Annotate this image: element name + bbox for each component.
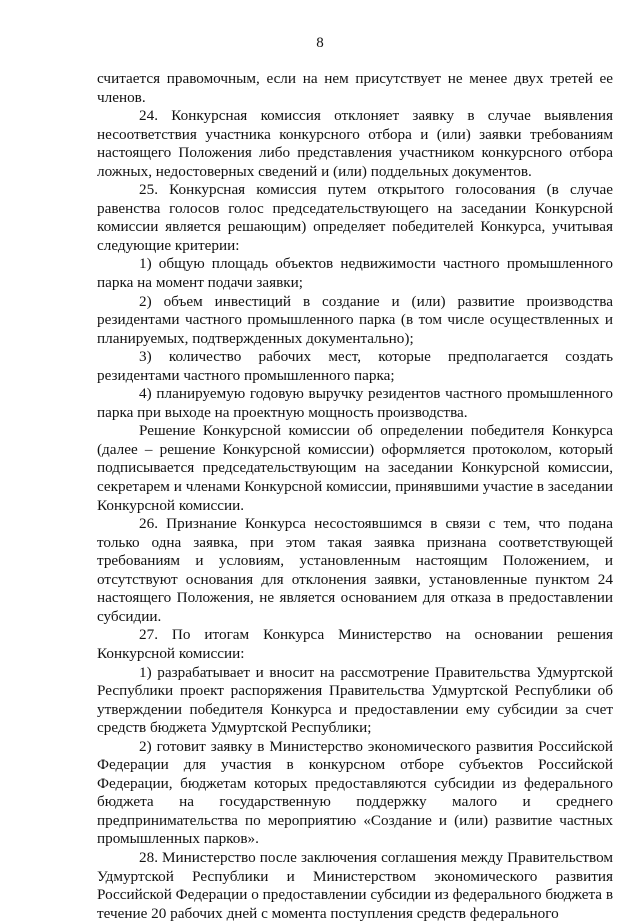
paragraph-26: 26. Признание Конкурса несостоявшимся в связи с тем, что подана только одна заявка, при этом такая заявка признана соответствующей требованиям и условиям, установленным настоящим Положением, и отсутствуют основания для отклонения заявки, установленные пунктом 24 настоящего Положения, не является основанием для отказа в предоставлении субсидии. [97,515,613,625]
paragraph-28: 28. Министерство после заключения соглашения между Правительством Удмуртской Республики и Министерством экономического развития Российской Федерации о предоставлении субсидии из федерального бюджета в течение 20 рабочих дней с момента поступления средств федерального [97,848,613,922]
criterion-1: 1) общую площадь объектов недвижимости частного промышленного парка на момент подачи заявки; [97,255,613,292]
paragraph-24: 24. Конкурсная комиссия отклоняет заявку в случае выявления несоответствия участника конкурсного отбора и (или) заявки требованиям настоящего Положения либо представления участником конкурсного отбора ложных, недостоверных сведений и (или) поддельных документов. [97,107,613,180]
page-number: 8 [316,35,324,51]
criterion-2: 2) объем инвестиций в создание и (или) развитие производства резидентами частного промышленного парка (в том числе осуществленных и планируемых, подтвержденных документально); [97,292,613,347]
paragraph-27: 27. По итогам Конкурса Министерство на основании решения Конкурсной комиссии: [97,626,613,662]
paragraph-25: 25. Конкурсная комиссия путем открытого голосования (в случае равенства голосов голос председательствующего на заседании Конкурсной комиссии является решающим) определяет победителей Конкурса, учитывая следующие критерии: [97,181,613,254]
document-body [97,70,613,923]
paragraph-27-item-2: 2) готовит заявку в Министерство экономического развития Российской Федерации для участия в конкурсном отборе субъектов Российской Федерации, бюджетам которых предоставляются субсидии из федерального бюджета на государственную поддержку малого и среднего предпринимательства по мероприятию «Создание и (или) развитие частных промышленных парков». [97,737,613,848]
criterion-4: 4) планируемую годовую выручку резидентов частного промышленного парка при выходе на проектную мощность производства. [97,385,613,421]
paragraph-27-item-1: 1) разрабатывает и вносит на рассмотрение Правительства Удмуртской Республики проект распоряжения Правительства Удмуртской Республики об утверждении победителя Конкурса и предоставлении ему субсидии за счет средств бюджета Удмуртской Республики; [97,663,613,737]
criterion-3: 3) количество рабочих мест, которые предполагается создать резидентами частного промышленного парка; [97,348,613,384]
paragraph-decision: Решение Конкурсной комиссии об определении победителя Конкурса (далее – решение Конкурсной комиссии) оформляется протоколом, который подписывается председательствующим на заседании Конкурсной комиссии, секретарем и членами Конкурсной комиссии, принявшими участие в заседании Конкурсной комиссии. [97,422,613,514]
paragraph-continuation: считается правомочным, если на нем присутствует не менее двух третей ее членов. [97,70,613,106]
